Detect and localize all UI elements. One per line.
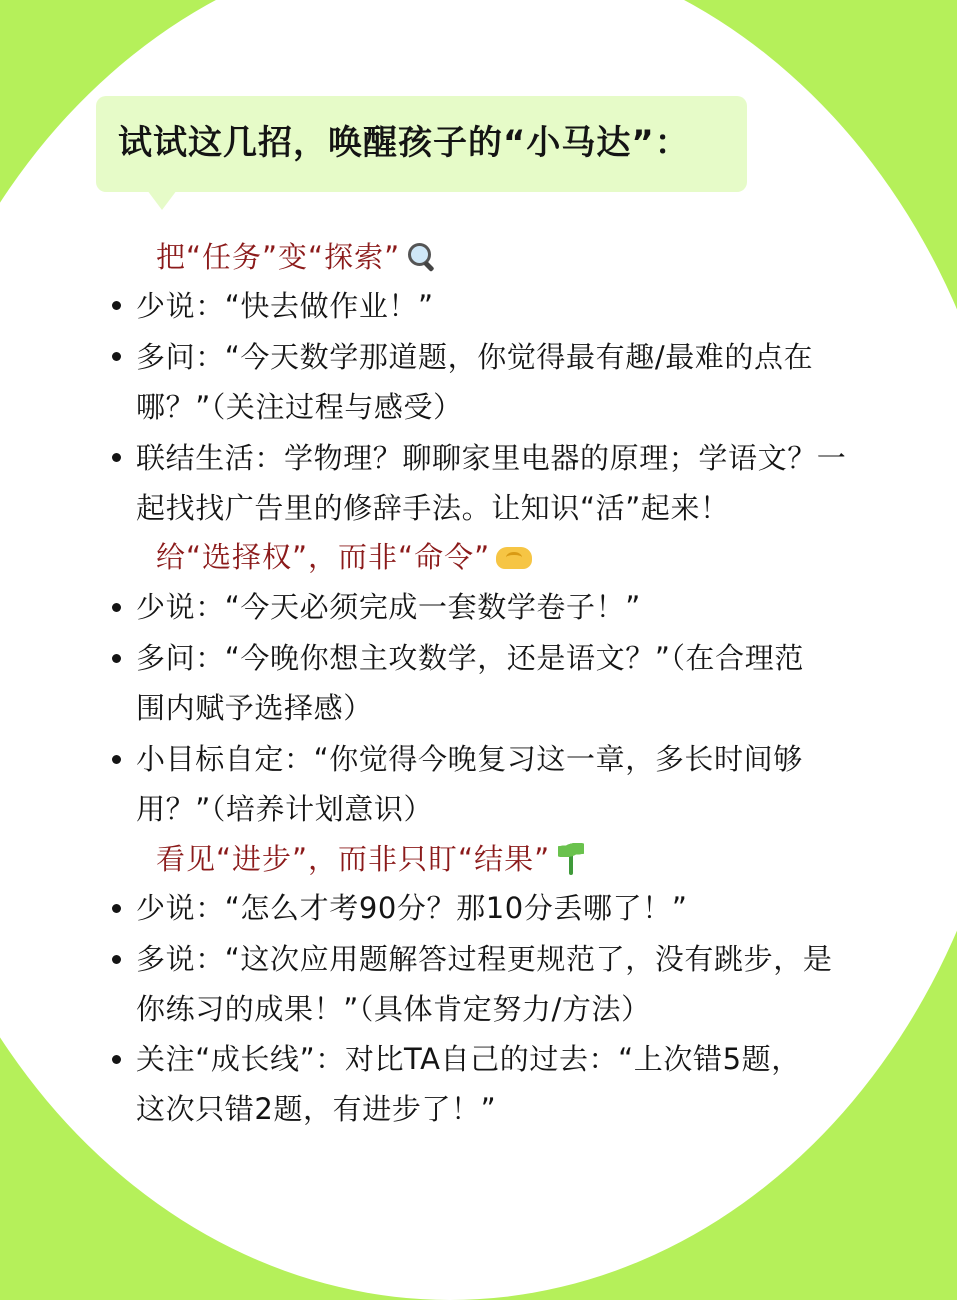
bullet-dot bbox=[112, 955, 121, 964]
seedling-icon bbox=[556, 841, 586, 875]
section-heading-progress bbox=[156, 834, 586, 884]
section-heading-text: 把“任务”变“探索” bbox=[156, 240, 401, 274]
magnifying-glass-icon bbox=[406, 241, 436, 271]
list-item: 少说：“怎么才考90分？那10分丢哪了！” bbox=[136, 891, 688, 925]
list-item: 少说：“快去做作业！” bbox=[136, 289, 434, 323]
list-item: 关注“成长线”：对比TA自己的过去：“上次错5题， bbox=[136, 1042, 801, 1076]
section-heading-text: 给“选择权”，而非“命令” bbox=[156, 540, 491, 574]
bullet-dot bbox=[112, 352, 121, 361]
list-item: 多问：“今天数学那道题，你觉得最有趣/最难的点在 bbox=[136, 340, 814, 374]
bullet-dot bbox=[112, 654, 121, 663]
list-item: 联结生活：学物理？聊聊家里电器的原理；学语文？一 bbox=[136, 441, 847, 475]
bullet-dot bbox=[112, 1055, 121, 1064]
list-item: 少说：“今天必须完成一套数学卷子！” bbox=[136, 590, 641, 624]
list-item-continuation: 你练习的成果！”（具体肯定努力/方法） bbox=[136, 992, 651, 1026]
section-heading-text: 看见“进步”，而非只盯“结果” bbox=[156, 842, 551, 876]
page-title: 试试这几招，唤醒孩子的“小马达”： bbox=[118, 123, 690, 163]
list-item-continuation: 哪？”（关注过程与感受） bbox=[136, 390, 463, 424]
handshake-icon bbox=[496, 547, 532, 569]
bullet-dot bbox=[112, 755, 121, 764]
list-item-continuation: 起找找广告里的修辞手法。让知识“活”起来！ bbox=[136, 491, 730, 525]
title-bubble-tail bbox=[144, 186, 180, 210]
section-heading-choice bbox=[156, 532, 532, 582]
list-item-continuation: 这次只错2题，有进步了！” bbox=[136, 1092, 497, 1126]
list-item-continuation: 用？”（培养计划意识） bbox=[136, 792, 434, 826]
bullet-dot bbox=[112, 904, 121, 913]
section-heading-explore bbox=[156, 232, 436, 282]
bullet-dot bbox=[112, 453, 121, 462]
list-item-continuation: 围内赋予选择感） bbox=[136, 691, 373, 725]
bullet-dot bbox=[112, 301, 121, 310]
list-item: 多说：“这次应用题解答过程更规范了，没有跳步，是 bbox=[136, 942, 833, 976]
list-item: 小目标自定：“你觉得今晚复习这一章，多长时间够 bbox=[136, 742, 803, 776]
list-item: 多问：“今晚你想主攻数学，还是语文？”（在合理范 bbox=[136, 641, 804, 675]
bullet-dot bbox=[112, 603, 121, 612]
